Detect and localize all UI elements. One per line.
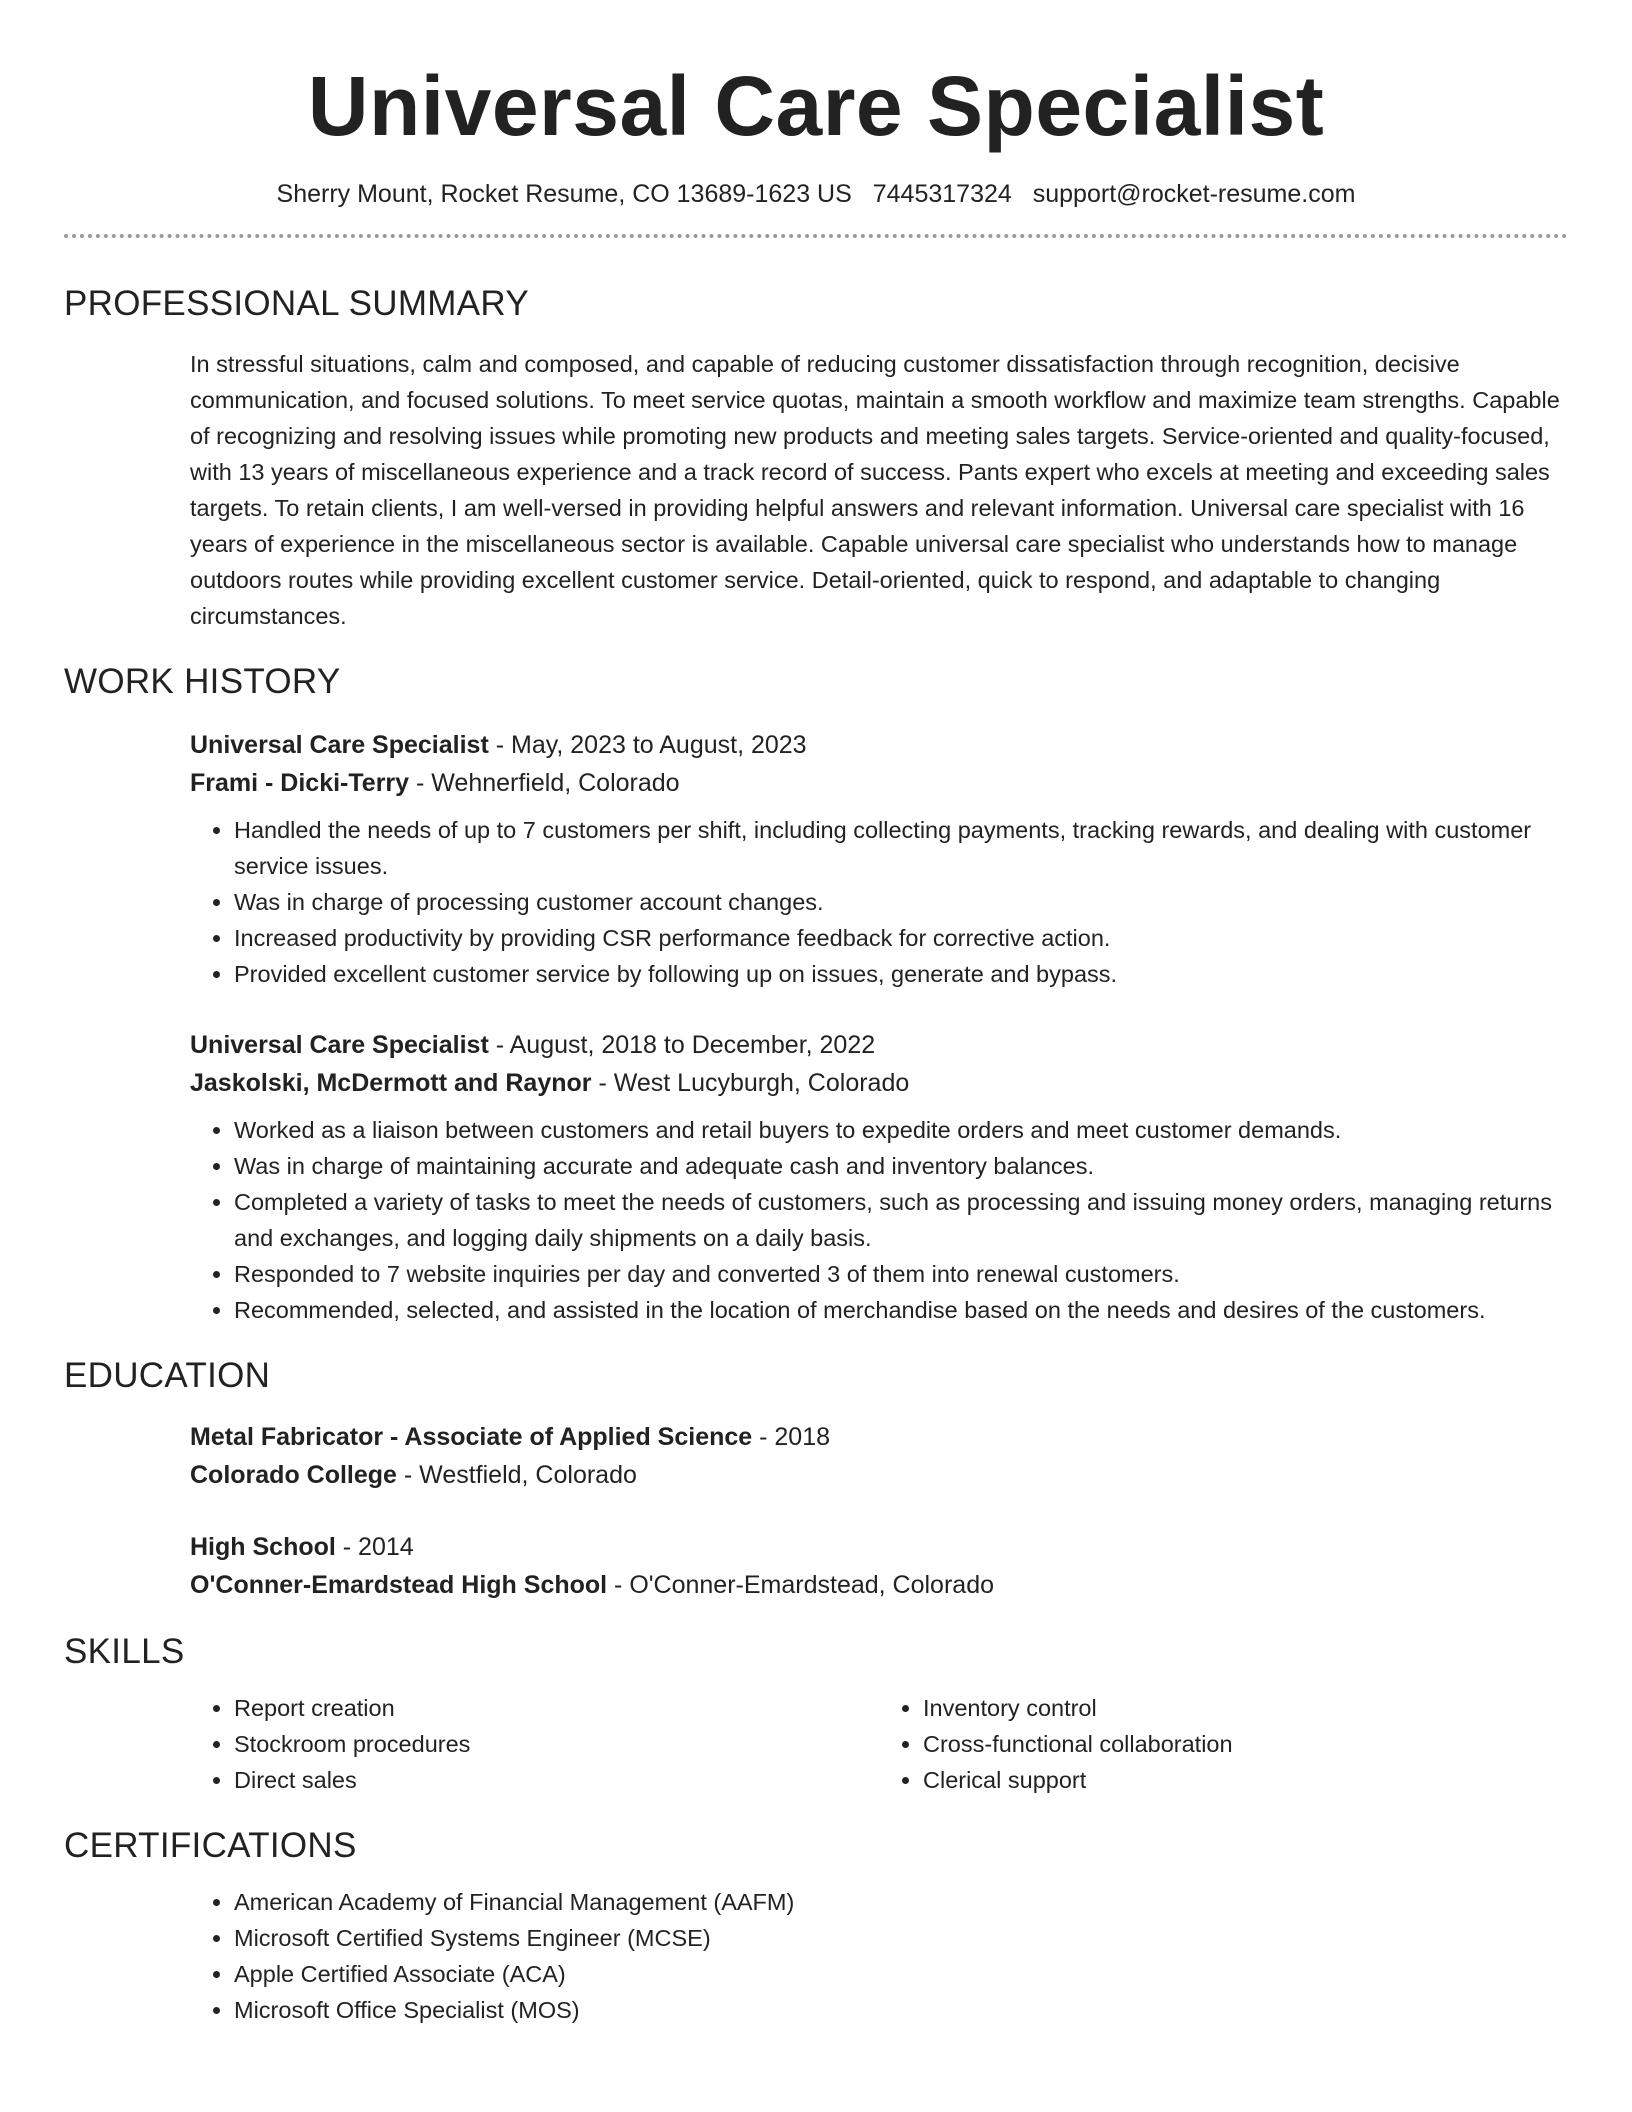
education-entry [190, 1418, 1568, 1494]
contact-line [64, 178, 1568, 210]
skills-grid [190, 1690, 1568, 1798]
education-school: Colorado College [190, 1461, 397, 1489]
education-location: - O'Conner-Emardstead, Colorado [607, 1571, 994, 1599]
certification-item: • Microsoft Office Specialist (MOS) [234, 1992, 1568, 2028]
job-bullet: • Increased productivity by providing CSR performance feedback for corrective action. [234, 920, 1568, 956]
section-title-certifications: CERTIFICATIONS [64, 1826, 357, 1865]
contact-email: support@rocket-resume.com [1032, 180, 1356, 208]
education-year: - 2018 [752, 1423, 831, 1451]
summary-text: In stressful situations, calm and composed, and capable of reducing customer dissatisfaction through recognition, decisive communication, and focused solutions. To meet service quotas, maintain a smooth workflow and maximize team strengths. Capable of recognizing and resolving issues while promoting new products and meeting sales targets. Service-oriented and quality-focused, with 13 years of miscellaneous experience and a track record of success. Pants expert who excels at meeting and exceeding sales targets. To retain clients, I am well-versed in providing helpful answers and relevant information. Universal care specialist with 16 years of experience in the miscellaneous sector is available. Capable universal care specialist who understands how to manage outdoors routes while providing excellent customer service. Detail-oriented, quick to respond, and adaptable to changing circumstances. [190, 351, 1560, 629]
job-bullet: • Provided excellent customer service by following up on issues, generate and bypass. [234, 956, 1568, 992]
job-bullet: • Completed a variety of tasks to meet the needs of customers, such as processing and issuing money orders, managing returns and exchanges, and logging daily shipments on a daily basis. [234, 1184, 1568, 1256]
education-entry [190, 1528, 1568, 1604]
skill-item: • Clerical support [923, 1762, 1568, 1798]
job-entry [190, 726, 1568, 992]
resume-name: Universal Care Specialist [307, 59, 1325, 153]
certification-item: • Apple Certified Associate (ACA) [234, 1956, 1568, 1992]
job-company-line [190, 1064, 1568, 1102]
section-title-summary: PROFESSIONAL SUMMARY [64, 284, 529, 323]
education-location: - Westfield, Colorado [396, 1461, 637, 1489]
job-role: Universal Care Specialist [190, 731, 489, 759]
job-bullet: • Responded to 7 website inquiries per day and converted 3 of them into renewal customers. [234, 1256, 1568, 1292]
header-divider [64, 234, 1568, 238]
job-company: Jaskolski, McDermott and Raynor [190, 1069, 592, 1097]
job-title-line [190, 726, 1568, 764]
skill-item: • Direct sales [234, 1762, 879, 1798]
education-school: O'Conner-Emardstead High School [190, 1571, 608, 1599]
job-bullet: • Handled the needs of up to 7 customers per shift, including collecting payments, tracking rewards, and dealing with customer service issues. [234, 812, 1568, 884]
skill-item: • Inventory control [923, 1690, 1568, 1726]
job-bullets [190, 1112, 1568, 1328]
skill-item: • Cross-functional collaboration [923, 1726, 1568, 1762]
certification-item: • American Academy of Financial Management (AAFM) [234, 1884, 1568, 1920]
job-dates: - August, 2018 to December, 2022 [488, 1031, 876, 1059]
job-location: - West Lucyburgh, Colorado [591, 1069, 910, 1097]
skill-item: • Stockroom procedures [234, 1726, 879, 1762]
section-title-education: EDUCATION [64, 1356, 271, 1395]
job-title-line [190, 1026, 1568, 1064]
job-bullet: • Worked as a liaison between customers and retail buyers to expedite orders and meet customer demands. [234, 1112, 1568, 1148]
contact-phone: 7445317324 [872, 180, 1012, 208]
contact-address: Sherry Mount, Rocket Resume, CO 13689-1623 US [276, 180, 852, 208]
certifications-list [190, 1884, 1568, 2028]
skill-item: • Report creation [234, 1690, 879, 1726]
job-company: Frami - Dicki-Terry [190, 769, 410, 797]
job-bullet: • Was in charge of processing customer account changes. [234, 884, 1568, 920]
section-title-skills: SKILLS [64, 1632, 185, 1671]
job-role: Universal Care Specialist [190, 1031, 489, 1059]
job-company-line [190, 764, 1568, 802]
education-degree-line [190, 1528, 1568, 1566]
education-degree-line [190, 1418, 1568, 1456]
skills-column-left [190, 1690, 879, 1798]
education-degree: Metal Fabricator - Associate of Applied Science [190, 1423, 753, 1451]
job-bullet: • Recommended, selected, and assisted in the location of merchandise based on the needs and desires of the customers. [234, 1292, 1568, 1328]
education-degree: High School [190, 1533, 336, 1561]
section-title-work-history: WORK HISTORY [64, 662, 341, 701]
job-bullets [190, 812, 1568, 992]
job-dates: - May, 2023 to August, 2023 [488, 731, 807, 759]
certification-item: • Microsoft Certified Systems Engineer (MCSE) [234, 1920, 1568, 1956]
education-school-line [190, 1456, 1568, 1494]
education-school-line [190, 1566, 1568, 1604]
education-year: - 2014 [335, 1533, 414, 1561]
job-entry [190, 1026, 1568, 1328]
job-bullet: • Was in charge of maintaining accurate and adequate cash and inventory balances. [234, 1148, 1568, 1184]
skills-column-right [879, 1690, 1568, 1798]
job-location: - Wehnerfield, Colorado [409, 769, 680, 797]
